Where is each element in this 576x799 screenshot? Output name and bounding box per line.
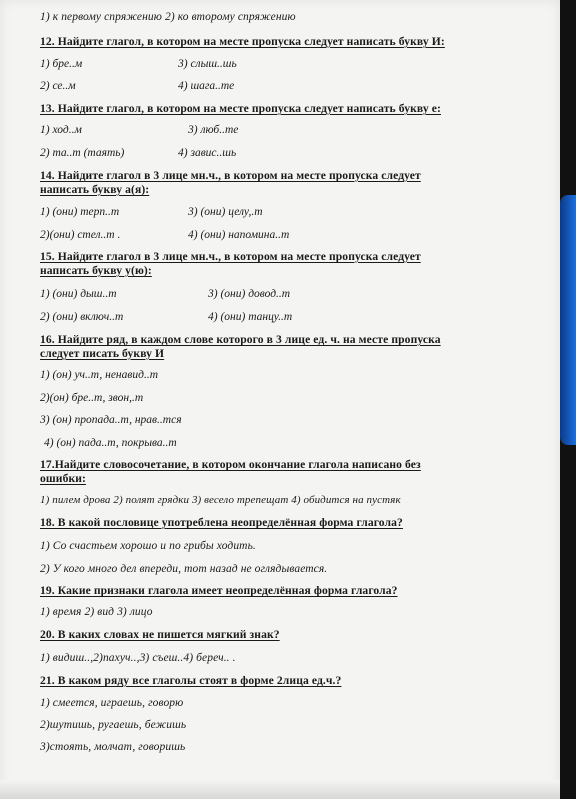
answer-option: 2)(он) бре..т, звон,.т <box>40 392 144 404</box>
answer-line: 1) пилем дрова 2) полят грядки 3) весело трепещат 4) обидится на пустяк <box>40 494 401 506</box>
question-13: 13. Найдите глагол, в котором на месте пропуска следует написать букву е: <box>40 102 441 115</box>
answer-option: 4) (они) танцу..т <box>208 311 293 323</box>
answer-line: 2)шутишь, ругаешь, бежишь <box>40 719 187 731</box>
question-20: 20. В каких словах не пишется мягкий знак? <box>40 628 280 641</box>
question-18: 18. В какой пословице употреблена неопределённая форма глагола? <box>40 516 403 529</box>
question-19: 19. Какие признаки глагола имеет неопределённая форма глагола? <box>40 584 398 597</box>
question-17: 17.Найдите словосочетание, в котором окончание глагола написано без <box>40 458 421 471</box>
answer-option: 3) люб..те <box>188 124 239 136</box>
question-21: 21. В каком ряду все глаголы стоят в форме 2лица ед.ч.? <box>40 674 342 687</box>
answer-option: 2) се..м <box>40 80 76 92</box>
answer-option: 2)(они) стел..т . <box>40 229 121 241</box>
question-14: 14. Найдите глагол в 3 лице мн.ч., в котором на месте пропуска следует <box>40 169 421 182</box>
answer-line: 1) время 2) вид 3) лицо <box>40 606 153 618</box>
answer-line: 1) смеется, играешь, говорю <box>40 697 184 709</box>
answer-option: 1) (они) терп..т <box>40 206 120 218</box>
answer-option: 1) (он) уч..т, ненавид..т <box>40 369 159 381</box>
question-15: 15. Найдите глагол в 3 лице мн.ч., в котором на месте пропуска следует <box>40 250 421 263</box>
answer-option: 3) слыш..шь <box>178 58 237 70</box>
answer-line: 1) видиш..,2)пахуч..,3) съеш..4) береч.. . <box>40 652 236 664</box>
answer-option: 4) шага..те <box>178 80 235 92</box>
answer-line: 3)стоять, молчат, говоришь <box>40 741 186 753</box>
answer-option: 4) (он) пада..т, покрыва..т <box>44 437 177 449</box>
question-16-continued: следует писать букву И <box>40 347 165 360</box>
question-16: 16. Найдите ряд, в каждом слове которого в 3 лице ед. ч. на месте пропуска <box>40 333 441 346</box>
answer-option: 3) (они) довод..т <box>208 288 291 300</box>
page-bottom-shadow <box>0 780 560 799</box>
answer-option: 4) завис..шь <box>178 147 237 159</box>
answer-option: 1) ход..м <box>40 124 82 136</box>
answer-option: 3) (он) пропада..т, нрав..тся <box>40 414 182 426</box>
answer-option: 4) (они) напомина..т <box>188 229 290 241</box>
question-15-continued: написать букву у(ю): <box>40 264 152 277</box>
question-12: 12. Найдите глагол, в котором на месте пропуска следует написать букву И: <box>40 35 445 48</box>
answer-line: 1) Со счастьем хорошо и по грибы ходить. <box>40 540 256 552</box>
answer-option: 1) (они) дыш..т <box>40 288 117 300</box>
answer-option: 1) бре..м <box>40 58 83 70</box>
answer-option: 2) (они) включ..т <box>40 311 124 323</box>
question-14-continued: написать букву а(я): <box>40 183 150 196</box>
answer-option: 3) (они) целу,.т <box>188 206 263 218</box>
answer-line: 2) У кого много дел впереди, тот назад не оглядывается. <box>40 563 328 575</box>
answer-line: 1) к первому спряжению 2) ко второму спряжению <box>40 11 296 23</box>
answer-option: 2) та..т (таять) <box>40 147 125 159</box>
screen-edge-highlight <box>560 195 576 445</box>
question-17-continued: ошибки: <box>40 472 86 485</box>
